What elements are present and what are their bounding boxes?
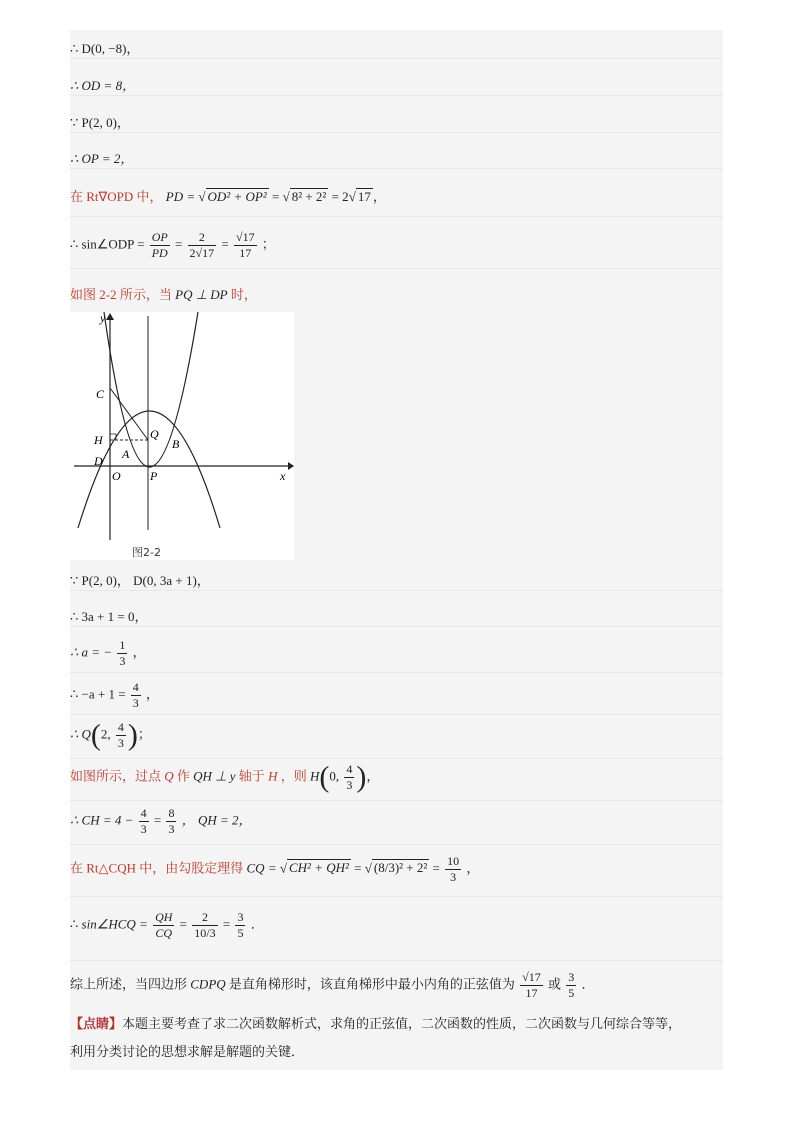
numerator: √17 <box>522 970 541 984</box>
fraction-10-3 <box>445 854 461 885</box>
denominator: 5 <box>237 926 244 940</box>
left-paren: ( <box>319 760 330 794</box>
sqrt-expr-4: (8/3)² + 2² <box>373 860 428 876</box>
right-paren: ) <box>356 760 367 794</box>
step-p-coordinate <box>70 114 723 133</box>
denominator: PD <box>151 246 168 260</box>
fraction-qh-cq <box>153 910 174 941</box>
remark-line-2 <box>70 1044 723 1062</box>
point-h: H <box>268 768 278 784</box>
point-q: Q <box>164 768 174 784</box>
label-x: x <box>280 469 286 483</box>
denominator: CQ <box>155 926 173 940</box>
remark-line-1 <box>70 1016 723 1034</box>
segment-cq <box>110 388 148 440</box>
equals: = <box>350 860 365 876</box>
therefore: ∴ <box>70 916 82 932</box>
qh-value: ， QH = 2， <box>181 812 252 828</box>
triangle-opd: Rt∇OPD <box>86 189 134 204</box>
numerator: QH <box>155 910 173 924</box>
text-guodian: 如图所示，过点 <box>70 769 162 785</box>
pq-perp-dp: PQ ⊥ DP <box>175 287 228 302</box>
upward-parabola <box>104 312 198 467</box>
fraction-2-10over3 <box>192 910 217 941</box>
fraction-4-3 <box>344 762 354 793</box>
text-zai: 在 <box>70 190 84 205</box>
expr-label: ∴ −a + 1 = <box>70 686 129 702</box>
text-gougu: 中，由勾股定理得 <box>139 861 244 877</box>
remark-text-1: 本题主要考查了求二次函数解析式，求角的正弦值，二次函数的性质，二次函数与几何综合等等， <box>122 1017 682 1032</box>
step-text: ∵ P(2, 0)， D(0, 3a + 1)， <box>70 573 210 588</box>
conclusion-text-1: 综上所述，当四边形 <box>70 977 188 993</box>
right-paren: ) <box>127 718 138 752</box>
label-q: Q <box>150 427 159 441</box>
semicolon: ； <box>261 236 275 252</box>
conclusion-text-2: 是直角梯形时，该直角梯形中最小内角的正弦值为 <box>228 977 515 993</box>
sqrt-expr-2: 8² + 2² <box>291 189 327 204</box>
triangle-cqh: Rt△CQH <box>86 860 136 876</box>
remark-tag: 【点睛】 <box>70 1017 123 1032</box>
equals: = <box>221 236 232 252</box>
label-p: P <box>150 469 158 483</box>
figure-2-2 <box>70 312 294 560</box>
numerator: 2 <box>192 910 217 926</box>
fraction-3-5 <box>566 970 576 1001</box>
text-zhong: 中， <box>136 190 163 205</box>
cq-label: CQ = <box>246 860 280 876</box>
denominator: 3 <box>140 822 147 836</box>
fraction-sqrt17-17 <box>234 230 257 261</box>
text-rutu: 如图 <box>70 288 97 303</box>
remark-text-2: 利用分类讨论的思想求解是解题的关键． <box>70 1045 305 1060</box>
fraction-4-3 <box>131 680 141 711</box>
step-d-coordinate <box>70 40 723 59</box>
conclusion <box>70 970 723 1006</box>
sin-hcq-label: sin∠HCQ = <box>81 916 152 932</box>
text-shi: 时， <box>230 288 257 303</box>
a-label: ∴ a = − <box>70 644 113 660</box>
step-ch-qh <box>70 806 723 845</box>
h-label: H <box>309 768 320 784</box>
denominator: 17 <box>239 246 252 260</box>
period: ． <box>250 916 264 932</box>
sqrt-17: 17 <box>357 189 371 204</box>
text-huo: 或 <box>548 977 562 993</box>
text-ze: ，则 <box>280 769 307 785</box>
denominator: 17 <box>525 986 538 1000</box>
left-paren: ( <box>90 718 101 752</box>
numerator: 8 <box>168 806 175 820</box>
step-pd-length: 在 Rt∇OPD 中， PD = √ OD² + OP² = √ 8² + 2² = 2√ 17 ， <box>70 188 723 217</box>
denominator: 2√17 <box>189 246 215 260</box>
denominator: 3 <box>450 870 457 884</box>
fraction-2-2sqrt17 <box>188 230 217 261</box>
step-cq-length: 在 Rt△CQH 中，由勾股定理得 CQ = √ CH² + QH² = √ (8/3)² + 2² = $\frac{10}{3}$ ， <box>70 854 723 897</box>
equals: = <box>174 236 186 252</box>
numerator: 3 <box>568 970 575 984</box>
label-a: A <box>122 447 130 461</box>
sqrt-expr-1: OD² + OP² <box>207 189 267 204</box>
step-construct-qh <box>70 762 723 801</box>
sqrt-expr-3: CH² + QH² <box>289 860 349 876</box>
coef: = 2 <box>328 189 349 204</box>
fraction-op-pd <box>150 230 170 261</box>
text-zhouyu: 轴于 <box>238 769 265 785</box>
denominator: 3 <box>119 654 126 668</box>
numerator: 2 <box>188 230 217 246</box>
sin-odp-label: ∴ sin∠ODP = <box>70 236 148 252</box>
x-axis-arrow-icon <box>288 462 294 470</box>
equals: = <box>153 812 165 828</box>
denominator: 3 <box>168 822 175 836</box>
denominator: 3 <box>346 778 353 792</box>
denominator: 10/3 <box>194 926 216 940</box>
step-text: ∵ P(2, 0)， <box>70 115 130 130</box>
h-x: 0, <box>329 768 343 784</box>
equals: = <box>222 916 234 932</box>
figure-ref: 2-2 <box>99 287 117 302</box>
numerator: 10 <box>447 854 460 868</box>
equals: = <box>429 860 444 876</box>
fraction-4-3 <box>116 720 126 751</box>
fraction-sqrt17-17 <box>520 970 543 1001</box>
numerator: 1 <box>119 638 126 652</box>
step-text: ∴ OP = 2， <box>70 151 134 166</box>
step-op-length <box>70 150 723 169</box>
numerator: √17 <box>235 230 255 244</box>
step-od-length <box>70 77 723 96</box>
step-text: ∴ D(0, −8)， <box>70 41 140 56</box>
figure-caption: 图2-2 <box>132 546 161 559</box>
step-a-value <box>70 638 723 673</box>
numerator: 3 <box>237 910 244 924</box>
label-o: O <box>112 469 121 483</box>
text-zuo: 作 <box>176 769 190 785</box>
label-b: B <box>172 437 180 451</box>
period: ． <box>581 976 595 992</box>
denominator: 3 <box>132 696 139 710</box>
qh-perp-y: QH ⊥ y <box>193 768 236 784</box>
step-sin-hcq <box>70 910 723 961</box>
denominator: 5 <box>568 986 575 1000</box>
numerator: 4 <box>346 762 353 776</box>
fraction-4-3 <box>139 806 149 837</box>
text-suoshi: 所示，当 <box>119 288 172 303</box>
step-sin-odp <box>70 230 723 269</box>
downward-parabola <box>78 411 220 528</box>
numerator: 4 <box>132 680 139 694</box>
step-text: ∴ 3a + 1 = 0， <box>70 609 148 624</box>
comma: ， <box>372 189 386 204</box>
step-3a-plus-1 <box>70 608 723 627</box>
comma: ， <box>132 644 146 660</box>
numerator: 4 <box>117 720 124 734</box>
case-heading <box>70 286 723 305</box>
label-c: C <box>96 387 105 401</box>
text-zai: 在 <box>70 861 84 877</box>
denominator: 3 <box>117 736 124 750</box>
graph-svg <box>70 312 294 542</box>
y-axis-arrow-icon <box>106 313 114 320</box>
comma: ， <box>466 860 480 876</box>
label-y: y <box>100 312 106 325</box>
fraction-1-3 <box>117 638 127 669</box>
q-label: ∴ Q <box>70 726 91 742</box>
semicolon: ； <box>137 726 151 742</box>
numerator: 4 <box>140 806 147 820</box>
step-q-coordinate <box>70 720 723 759</box>
numerator: OP <box>151 230 168 244</box>
solution-page <box>70 30 723 1070</box>
equals: = <box>268 189 283 204</box>
equals: = <box>179 916 191 932</box>
step-text: ∴ OD = 8， <box>70 78 136 93</box>
quad-cdpq: CDPQ <box>190 976 226 992</box>
pd-label: PD = <box>165 189 199 204</box>
label-h: H <box>94 433 103 447</box>
step-p-d-coords <box>70 572 723 591</box>
ch-label: ∴ CH = 4 − <box>70 812 137 828</box>
fraction-8-3 <box>166 806 176 837</box>
q-x: 2, <box>100 726 114 742</box>
fraction-3-5 <box>235 910 245 941</box>
label-d: D <box>94 454 103 468</box>
comma: ， <box>366 768 380 784</box>
comma: ， <box>146 686 160 702</box>
step-neg-a-plus-1 <box>70 680 723 715</box>
